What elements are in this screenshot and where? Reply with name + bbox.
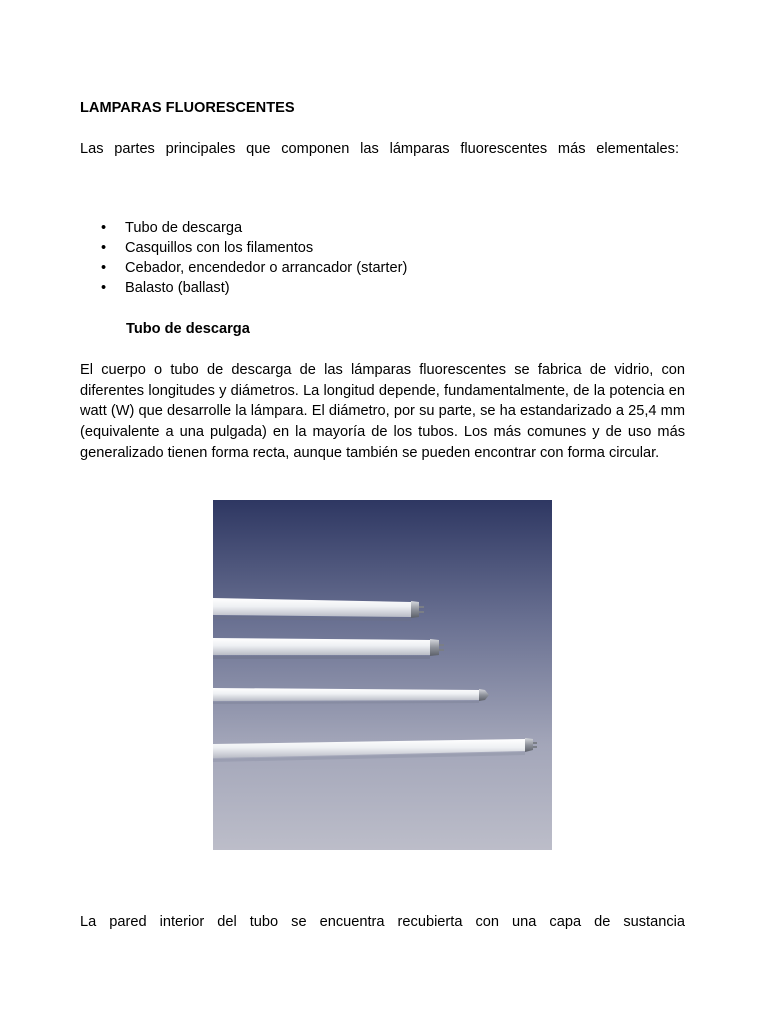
list-item <box>80 218 407 238</box>
continuation-paragraph: La pared interior del tubo se encuentra recubierta con una capa de sustancia <box>80 914 685 930</box>
section-heading: Tubo de descarga <box>126 321 250 337</box>
bullet-icon: • <box>101 280 107 296</box>
list-item-label: Cebador, encendedor o arrancador (starter) <box>125 260 408 276</box>
list-item <box>80 238 407 258</box>
photo-background <box>213 500 552 850</box>
intro-paragraph: Las partes principales que componen las lámparas fluorescentes más elementales: <box>80 141 679 157</box>
section-body-paragraph: El cuerpo o tubo de descarga de las lámparas fluorescentes se fabrica de vidrio, con diferentes longitudes y diámetros. La longitud depende, fundamentalmente, de la potencia en watt (W) que desarrolle la lámpara. El diámetro, por su parte, se ha estandarizado a 25,4 mm (equivalente a una pulgada) en la mayoría de los tubos. Los más comunes y de uso más generalizado tienen forma recta, aunque también se pueden encontrar con forma circular. <box>80 362 685 461</box>
list-item <box>80 278 407 298</box>
fluorescent-tubes-photo <box>213 500 552 850</box>
list-item-label: Balasto (ballast) <box>125 280 230 296</box>
bullet-icon: • <box>101 260 107 276</box>
list-item <box>80 258 407 278</box>
bullet-icon: • <box>101 240 107 256</box>
list-item-label: Casquillos con los filamentos <box>125 240 314 256</box>
list-item-label: Tubo de descarga <box>125 220 243 236</box>
parts-list <box>80 218 407 298</box>
fluorescent-tubes-illustration <box>213 500 552 850</box>
bullet-icon: • <box>101 220 107 236</box>
document-title: LAMPARAS FLUORESCENTES <box>80 100 295 116</box>
